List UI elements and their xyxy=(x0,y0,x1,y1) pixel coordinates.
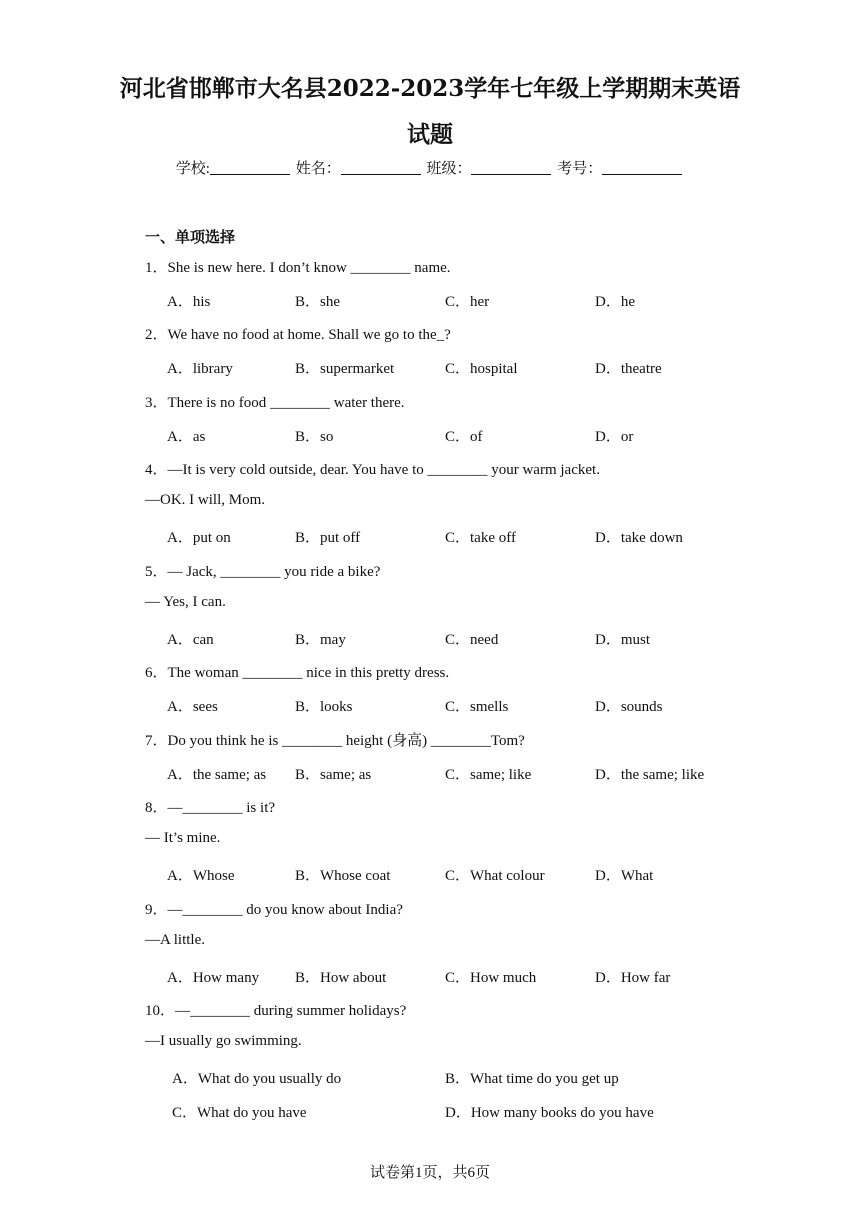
question-text: name. xyxy=(410,260,451,276)
question-text: height (身高) xyxy=(342,733,431,749)
question-number: 6． xyxy=(145,665,168,681)
answer-option[interactable]: A．the same; as xyxy=(167,767,267,783)
answer-option[interactable]: B．so xyxy=(295,429,334,445)
answer-option[interactable]: B．put off xyxy=(295,530,361,546)
answer-option[interactable]: D．must xyxy=(595,632,651,648)
question-number: 3． xyxy=(145,395,168,411)
dialogue-reply: —OK. I will, Mom. xyxy=(145,492,265,508)
answer-blank[interactable]: ________ xyxy=(350,260,411,276)
answer-option[interactable]: A．can xyxy=(167,632,214,648)
answer-option[interactable]: A．library xyxy=(167,361,233,377)
question-text: ? xyxy=(444,327,451,343)
question-number: 9． xyxy=(145,902,168,918)
class-blank[interactable] xyxy=(471,160,551,175)
answer-blank[interactable]: _ xyxy=(436,327,445,343)
answer-blank[interactable]: ________ xyxy=(220,564,281,580)
dialogue-reply: — Yes, I can. xyxy=(145,594,226,610)
answer-blank[interactable]: ________ xyxy=(430,733,491,749)
school-label: 学校: xyxy=(175,161,210,177)
question-text: water there. xyxy=(330,395,405,411)
question-number: 8． xyxy=(145,800,168,816)
answer-blank[interactable]: ________ xyxy=(427,462,488,478)
answer-option[interactable]: B．may xyxy=(295,632,346,648)
answer-option[interactable]: D．What xyxy=(595,868,654,884)
answer-option[interactable]: C．her xyxy=(445,294,490,310)
question-text: do you know about India? xyxy=(242,902,403,918)
question-stem xyxy=(145,999,406,1020)
answer-blank[interactable]: ________ xyxy=(242,665,303,681)
question-text: Tom? xyxy=(490,733,525,749)
answer-option[interactable]: D．take down xyxy=(595,530,683,546)
answer-option[interactable]: C．need xyxy=(445,632,499,648)
student-info-row xyxy=(0,157,860,178)
answer-blank[interactable]: ________ xyxy=(270,395,330,411)
answer-option[interactable]: A．put on xyxy=(167,530,231,546)
question-text: is it? xyxy=(242,800,276,816)
question-text: The woman xyxy=(167,665,243,681)
question-stem xyxy=(145,323,451,344)
question-stem xyxy=(145,256,451,277)
page-title: 河北省邯郸市大名县2022-2023学年七年级上学期期末英语 xyxy=(119,75,741,102)
question-text: She is new here. I don’t know xyxy=(167,260,351,276)
page-title-continued: 试题 xyxy=(407,121,453,148)
exam-number-blank[interactable] xyxy=(602,160,682,175)
question-stem xyxy=(145,898,403,919)
answer-option[interactable]: A．sees xyxy=(167,699,218,715)
question-stem xyxy=(145,391,405,412)
name-label: 姓名： xyxy=(295,161,341,177)
question-stem xyxy=(145,729,525,750)
answer-option[interactable]: C．How much xyxy=(445,970,537,986)
question-number: 1． xyxy=(145,260,168,276)
answer-option[interactable]: A．Whose xyxy=(167,868,235,884)
answer-option[interactable]: D．How many books do you have xyxy=(445,1105,654,1121)
answer-option[interactable]: C．of xyxy=(445,429,483,445)
name-blank[interactable] xyxy=(341,160,421,175)
answer-option[interactable]: B．she xyxy=(295,294,341,310)
question-text: —It is very cold outside, dear. You have to xyxy=(167,462,428,478)
answer-option[interactable]: D．the same; like xyxy=(595,767,705,783)
answer-option[interactable]: B．same; as xyxy=(295,767,372,783)
dialogue-reply: — It’s mine. xyxy=(145,830,221,846)
question-number: 4． xyxy=(145,462,168,478)
question-number: 5． xyxy=(145,564,168,580)
answer-option[interactable]: D．sounds xyxy=(595,699,663,715)
school-blank[interactable] xyxy=(210,160,290,175)
question-stem xyxy=(145,458,600,479)
answer-option[interactable]: A．as xyxy=(167,429,206,445)
answer-blank[interactable]: ________ xyxy=(182,800,243,816)
question-text: — xyxy=(167,902,183,918)
answer-option[interactable]: D．he xyxy=(595,294,635,310)
answer-option[interactable]: C．What colour xyxy=(445,868,545,884)
answer-option[interactable]: B．Whose coat xyxy=(295,868,391,884)
question-stem xyxy=(145,661,449,682)
answer-option[interactable]: D．How far xyxy=(595,970,671,986)
question-number: 2． xyxy=(145,327,168,343)
question-text: — xyxy=(175,1003,191,1019)
answer-option[interactable]: C．take off xyxy=(445,530,516,546)
section-heading: 一、单项选择 xyxy=(145,228,236,246)
question-text: you ride a bike? xyxy=(280,564,381,580)
answer-option[interactable]: B．What time do you get up xyxy=(445,1071,619,1087)
question-number: 10． xyxy=(145,1003,176,1019)
answer-blank[interactable]: ________ xyxy=(282,733,343,749)
answer-option[interactable]: B．looks xyxy=(295,699,353,715)
answer-option[interactable]: C．What do you have xyxy=(172,1105,307,1121)
question-text: We have no food at home. Shall we go to the xyxy=(167,327,437,343)
question-stem xyxy=(145,560,380,581)
class-label: 班级： xyxy=(426,161,472,177)
question-text: nice in this pretty dress. xyxy=(302,665,450,681)
question-number: 7． xyxy=(145,733,168,749)
dialogue-reply: —I usually go swimming. xyxy=(145,1033,302,1049)
answer-option[interactable]: D．or xyxy=(595,429,634,445)
answer-option[interactable]: A．What do you usually do xyxy=(172,1071,342,1087)
answer-blank[interactable]: ________ xyxy=(190,1003,251,1019)
question-stem xyxy=(145,796,275,817)
question-text: during summer holidays? xyxy=(250,1003,407,1019)
question-text: There is no food xyxy=(167,395,270,411)
answer-blank[interactable]: ________ xyxy=(182,902,243,918)
answer-option[interactable]: A．his xyxy=(167,294,211,310)
answer-option[interactable]: B．How about xyxy=(295,970,387,986)
answer-option[interactable]: D．theatre xyxy=(595,361,662,377)
dialogue-reply: —A little. xyxy=(145,932,205,948)
answer-option[interactable]: B．supermarket xyxy=(295,361,395,377)
question-text: your warm jacket. xyxy=(487,462,600,478)
question-text: — Jack, xyxy=(167,564,221,580)
exam-number-label: 考号： xyxy=(557,161,603,177)
answer-option[interactable]: C．smells xyxy=(445,699,509,715)
question-text: Do you think he is xyxy=(167,733,283,749)
question-text: — xyxy=(167,800,183,816)
answer-option[interactable]: A．How many xyxy=(167,970,260,986)
answer-option[interactable]: C．same; like xyxy=(445,767,532,783)
page-footer: 试卷第1页，共6页 xyxy=(369,1165,490,1181)
answer-option[interactable]: C．hospital xyxy=(445,361,518,377)
